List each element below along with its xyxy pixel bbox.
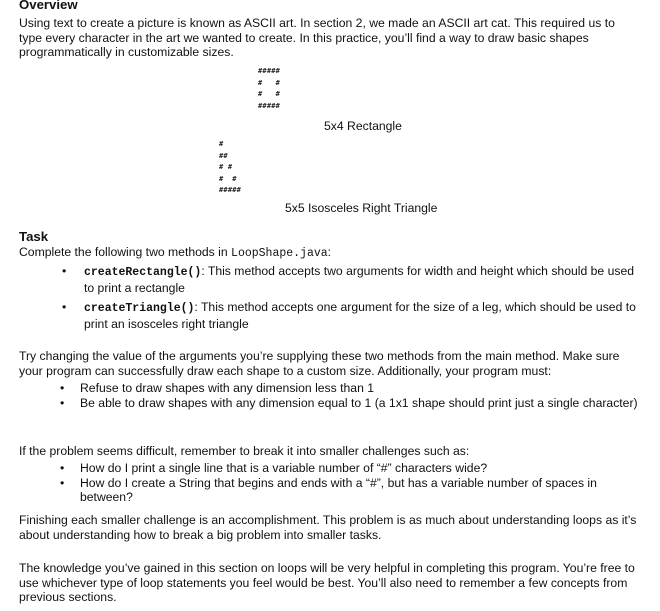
bullet-icon: • — [60, 381, 65, 395]
triangle-caption: 5x5 Isosceles Right Triangle — [285, 201, 438, 215]
triangle-ascii-art: # ## # # # # ##### — [219, 140, 242, 194]
rectangle-caption: 5x4 Rectangle — [324, 119, 402, 133]
task-intro — [19, 245, 331, 262]
challenge-item — [19, 476, 640, 505]
bullet-icon: • — [60, 475, 65, 490]
difficult-paragraph: If the problem seems difficult, remember to break it into smaller challenges such as: — [19, 444, 470, 458]
requirement-item — [19, 381, 640, 396]
bullet-icon: • — [62, 300, 67, 314]
methods-list — [19, 264, 639, 336]
method-name: createTriangle() — [84, 302, 195, 315]
challenge-text: How do I create a String that begins and ends with a “#”, but has a variable number of spaces in between? — [80, 475, 597, 504]
method-description: : This method accepts one argument for the size of a leg, which should be used to print an isosceles right triangle — [84, 300, 636, 331]
challenges-list — [19, 461, 640, 505]
bullet-icon: • — [60, 461, 65, 475]
method-description: : This method accepts two arguments for width and height which should be used to print a rectangle — [84, 264, 635, 295]
task-intro-prefix: Complete the following two methods in — [19, 245, 232, 259]
bullet-icon: • — [62, 264, 67, 278]
challenge-item — [19, 461, 640, 476]
challenge-text: How do I print a single line that is a variable number of “#” characters wide? — [80, 461, 488, 475]
finish-paragraph: Finishing each smaller challenge is an accomplishment. This problem is as much about understanding loops as it’s about understanding how to break a big problem into smaller tasks. — [19, 513, 637, 542]
method-item-rectangle — [19, 264, 639, 295]
method-item-triangle — [19, 300, 639, 331]
overview-intro-paragraph: Using text to create a picture is known as ASCII art. In section 2, we made an ASCII art cat. This required us to type every character in the art we wanted to create. In this practice, you’ll find a way to draw basic shapes programmatically in customizable sizes. — [19, 16, 615, 59]
overview-heading: Overview — [19, 0, 78, 12]
requirements-list — [19, 381, 640, 410]
bullet-icon: • — [60, 395, 65, 410]
requirement-text: Refuse to draw shapes with any dimension less than 1 — [80, 381, 375, 395]
knowledge-paragraph: The knowledge you’ve gained in this section on loops will be very helpful in completing this program. You’re free to use whichever type of loop statements you feel would be best. You’ll also need to remember a few concepts from previous sections. — [19, 561, 635, 604]
task-intro-suffix: : — [327, 245, 332, 259]
requirement-item — [19, 396, 640, 411]
requirement-text: Be able to draw shapes with any dimension equal to 1 (a 1x1 shape should print just a single character) — [80, 395, 638, 410]
method-name: createRectangle() — [84, 266, 202, 279]
try-paragraph: Try changing the value of the arguments you’re supplying these two methods from the main method. Make sure your program can successfully draw each shape to a custom size. Additionally, your program must: — [19, 349, 620, 378]
task-heading: Task — [19, 229, 49, 244]
rectangle-ascii-art: ##### # # # # ##### — [258, 67, 281, 110]
task-intro-filename: LoopShape.java — [231, 247, 328, 260]
